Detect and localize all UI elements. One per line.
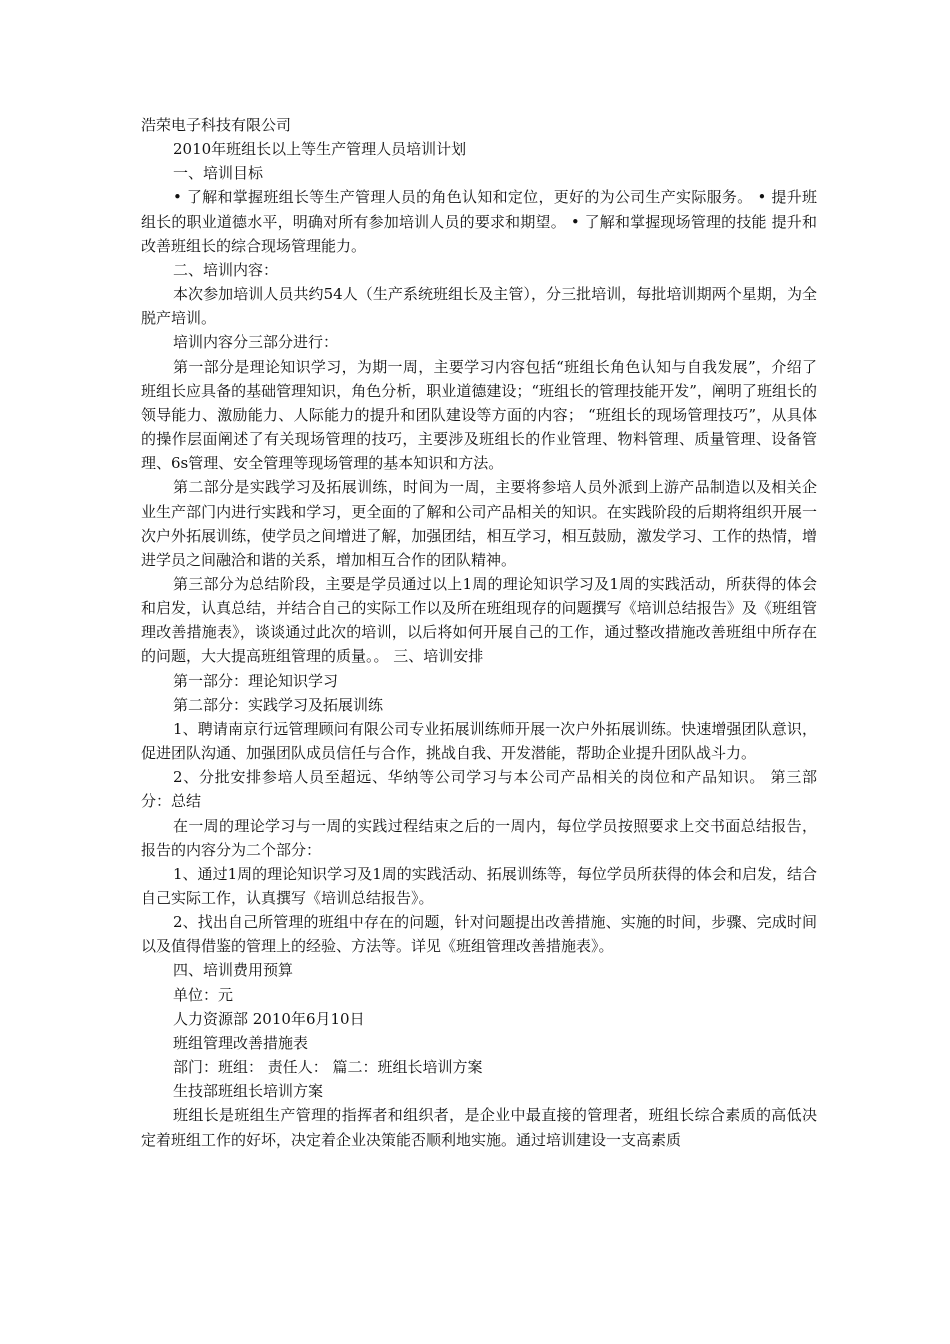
paragraph: 第二部分是实践学习及拓展训练，时间为一周，主要将参培人员外派到上游产品制造以及相关企业生产部门内进行实践和学习，更全面的了解和公司产品相关的知识。在实践阶段的后期将组织开展一次户外拓展训练，使学员之间增进了解，加强团结，相互学习，相互鼓励，激发学习、工作的热情，增进学员之间融洽和谐的关系，增加相互合作的团队精神。 [141,478,817,569]
paragraph: 1、聘请南京行远管理顾问有限公司专业拓展训练师开展一次户外拓展训练。快速增强团队意识，促进团队沟通、加强团队成员信任与合作，挑战自我、开发潜能，帮助企业提升团队战斗力。 [141,719,817,763]
paragraph: 第一部分：理论知识学习 [173,671,339,690]
paragraph: 第三部分为总结阶段，主要是学员通过以上1周的理论知识学习及1周的实践活动，所获得的体会和启发，认真总结，并结合自己的实际工作以及所在班组现存的问题撰写《培训总结报告》及《班组管理改善措施表》，谈谈通过此次的培训，以后将如何开展自己的工作，通过整改措施改善班组中所存在的问题，大大提高班组管理的质量。。 三、培训安排 [141,574,817,666]
paragraph: 2、分批安排参培人员至超远、华纳等公司学习与本公司产品相关的岗位和产品知识。 第三部分：总结 [141,768,817,811]
document-body [141,113,817,1152]
paragraph: 本次参加培训人员共约54人（生产系统班组长及主管），分三批培训，每批培训期两个星期，为全脱产培训。 [141,285,817,328]
paragraph: 在一周的理论学习与一周的实践过程结束之后的一周内，每位学员按照要求上交书面总结报告，报告的内容分为二个部分： [141,816,817,859]
paragraph: 第一部分是理论知识学习，为期一周，主要学习内容包括“班组长角色认知与自我发展”，介绍了班组长应具备的基础管理知识，角色分析，职业道德建设；“班组长的管理技能开发”，阐明了班组长的领导能力、激励能力、人际能力的提升和团队建设等方面的内容； “班组长的现场管理技巧”，从具体的操作层面阐述了有关现场管理的技巧，主要涉及班组长的作业管理、物料管理、质量管理、设备管理、6s管理、安全管理等现场管理的基本知识和方法。 [141,357,817,473]
paragraph: 浩荣电子科技有限公司 [141,116,292,134]
paragraph: • 了解和掌握班组长等生产管理人员的角色认知和定位，更好的为公司生产实际服务。 • 提升班组长的职业道德水平，明确对所有参加培训人员的要求和期望。 • 了解和掌握现场管理的技能 提升和改善班组长的综合现场管理能力。 [141,188,817,255]
paragraph: 二、培训内容： [173,260,279,279]
paragraph: 班组管理改善措施表 [173,1033,309,1052]
paragraph: 部门：班组： 责任人： 篇二：班组长培训方案 [173,1058,483,1077]
paragraph: 人力资源部 2010年6月10日 [173,1009,365,1028]
paragraph: 生技部班组长培训方案 [173,1082,324,1101]
paragraph: 四、培训费用预算 [173,961,294,980]
paragraph: 一、培训目标 [173,164,264,183]
paragraph: 第二部分：实践学习及拓展训练 [173,695,384,714]
paragraph: 1、通过1周的理论知识学习及1周的实践活动、拓展训练等，每位学员所获得的体会和启发，结合自己实际工作，认真撰写《培训总结报告》。 [141,864,817,907]
paragraph: 培训内容分三部分进行： [173,333,339,352]
paragraph: 2、找出自己所管理的班组中存在的问题，针对问题提出改善措施、实施的时间，步骤、完成时间以及值得借鉴的管理上的经验、方法等。详见《班组管理改善措施表》。 [141,913,817,956]
paragraph: 单位：元 [173,985,234,1004]
paragraph: 2010年班组长以上等生产管理人员培训计划 [173,140,467,159]
paragraph: 班组长是班组生产管理的指挥者和组织者，是企业中最直接的管理者，班组长综合素质的高低决定着班组工作的好坏，决定着企业决策能否顺利地实施。通过培训建设一支高素质 [141,1106,817,1149]
